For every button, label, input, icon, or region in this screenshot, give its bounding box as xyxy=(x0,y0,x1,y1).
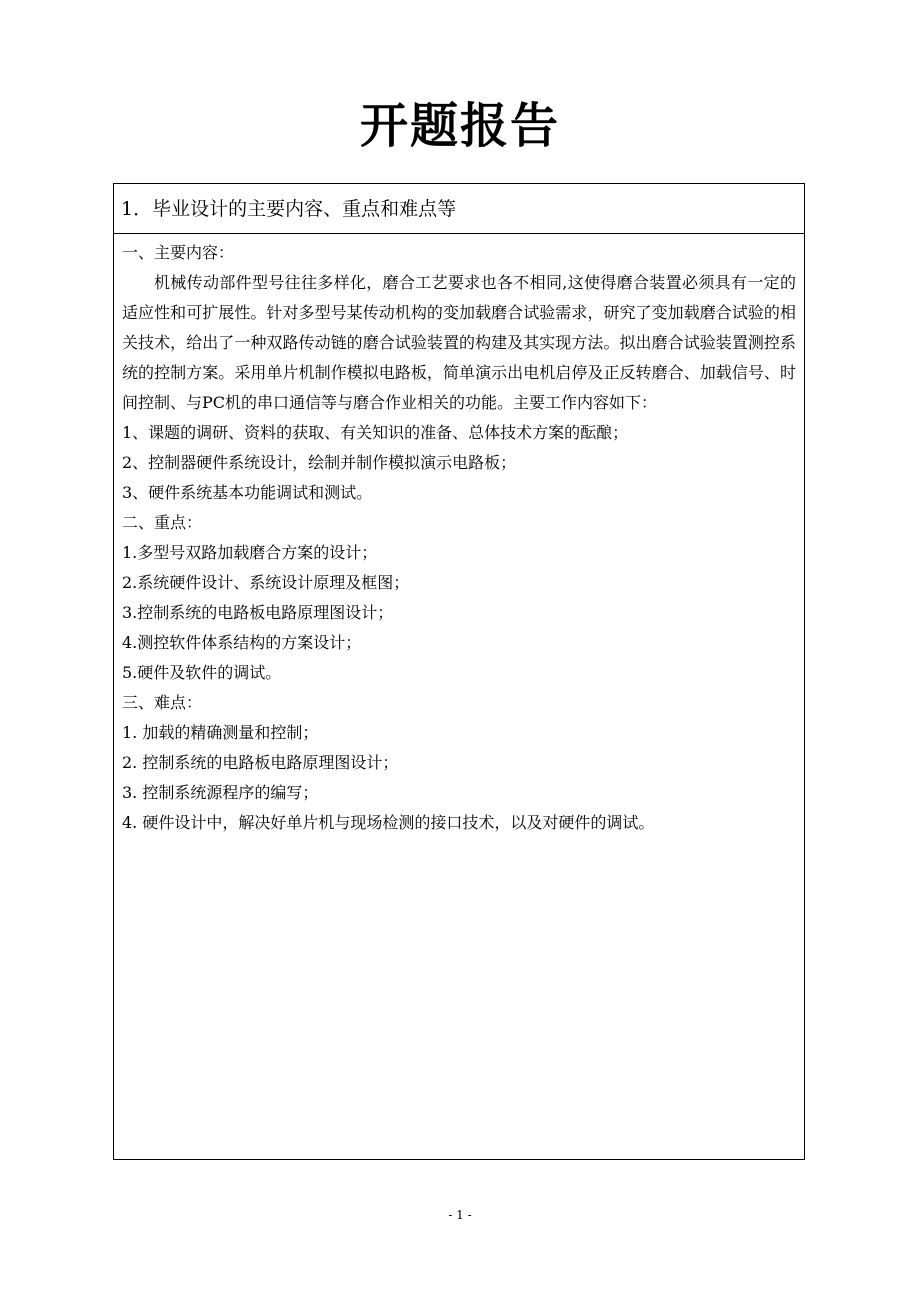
key-point-item: 2.系统硬件设计、系统设计原理及框图； xyxy=(122,573,410,592)
report-table xyxy=(113,183,805,1160)
key-point-item: 5.硬件及软件的调试。 xyxy=(122,663,282,682)
section-content xyxy=(114,234,804,838)
page-number: - 1 - xyxy=(448,1208,472,1222)
difficulty-item: 2. 控制系统的电路板电路原理图设计； xyxy=(122,753,399,772)
difficulty-item: 3. 控制系统源程序的编写； xyxy=(122,783,319,802)
difficulty-item: 4. 硬件设计中，解决好单片机与现场检测的接口技术，以及对硬件的调试。 xyxy=(122,813,655,832)
main-content-heading: 一、主要内容： xyxy=(122,243,235,262)
main-content-item: 2、控制器硬件系统设计，绘制并制作模拟演示电路板； xyxy=(122,453,517,472)
difficulty-item: 1. 加载的精确测量和控制； xyxy=(122,723,319,742)
key-points-heading: 二、重点： xyxy=(122,513,203,532)
difficulties-heading: 三、难点： xyxy=(122,693,203,712)
main-content-item: 3、硬件系统基本功能调试和测试。 xyxy=(122,483,373,502)
main-content-paragraph: 机械传动部件型号往往多样化，磨合工艺要求也各不相同,这使得磨合装置必须具有一定的适应性和可扩展性。针对多型号某传动机构的变加载磨合试验需求，研究了变加载磨合试验的相关技术，给出了一种双路传动链的磨合试验装置的构建及其实现方法。拟出磨合试验装置测控系统的控制方案。采用单片机制作模拟电路板，简单演示出电机启停及正反转磨合、加载信号、时间控制、与PC机的串口通信等与磨合作业相关的功能。主要工作内容如下： xyxy=(122,273,796,412)
section-header: 1．毕业设计的主要内容、重点和难点等 xyxy=(114,184,804,234)
page-title: 开题报告 xyxy=(359,98,560,154)
key-point-item: 4.测控软件体系结构的方案设计； xyxy=(122,633,362,652)
key-point-item: 3.控制系统的电路板电路原理图设计； xyxy=(122,603,394,622)
main-content-item: 1、课题的调研、资料的获取、有关知识的准备、总体技术方案的酝酿； xyxy=(122,423,629,442)
key-point-item: 1.多型号双路加载磨合方案的设计； xyxy=(122,543,378,562)
